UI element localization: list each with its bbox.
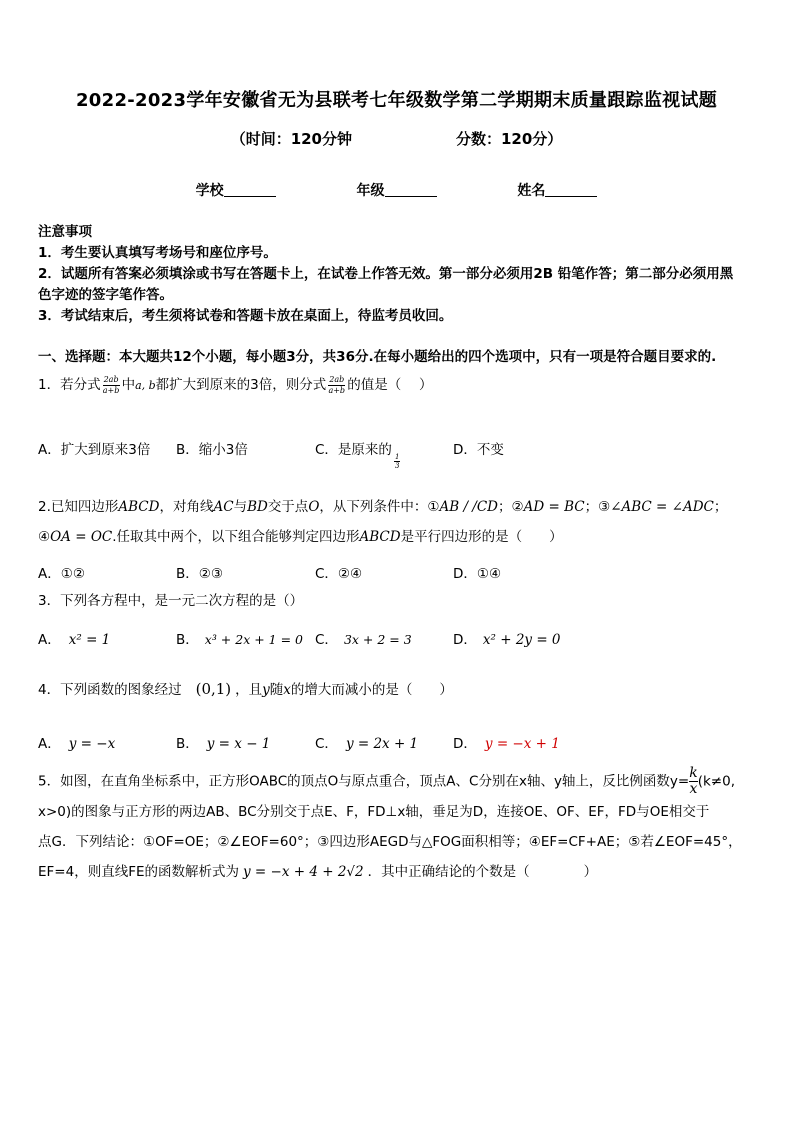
name-blank[interactable]: [545, 196, 597, 197]
note-item: 3．考试结束后，考生须将试卷和答题卡放在桌面上，待监考员收回。: [38, 308, 453, 324]
name-field[interactable]: 姓名: [517, 180, 597, 200]
question-2-stem: 2.已知四边形ABCD，对角线AC与BD交于点O，从下列条件中：①AB / /CD；②AD = BC；③∠ABC = ∠ADC； ④OA = OC.任取其中两个，以下组合能够判定四边形ABCD是平行四边形的是（ ）: [38, 499, 728, 545]
option-a[interactable]: A．①②: [38, 566, 85, 582]
option-d[interactable]: D． y = −x + 1: [453, 736, 560, 752]
fraction: $\frac{k}{x}$: [689, 765, 698, 797]
exam-time: （时间：120分钟: [230, 130, 352, 148]
option-d[interactable]: D． x² + 2y = 0: [453, 632, 561, 648]
option-c[interactable]: C． y = 2x + 1: [315, 736, 419, 752]
note-item: 2．试题所有答案必须填涂或书写在答题卡上，在试卷上作答无效。第一部分必须用2B 铅笔作答；第二部分必须用黑: [38, 266, 734, 282]
notes-heading: 注意事项: [38, 224, 92, 240]
option-b[interactable]: B． x³ + 2x + 1 = 0: [176, 632, 303, 648]
option-c[interactable]: C． 3x + 2 = 3: [315, 632, 412, 648]
note-item: 1．考生要认真填写考场号和座位序号。: [38, 245, 277, 261]
option-a[interactable]: A． x² = 1: [38, 632, 111, 648]
grade-field[interactable]: 年级: [357, 180, 437, 200]
exam-title: 2022-2023学年安徽省无为县联考七年级数学第二学期期末质量跟踪监视试题: [75, 90, 718, 111]
option-b[interactable]: B．②③: [176, 566, 223, 582]
option-c[interactable]: C．是原来的 $\frac{1}{3}$: [315, 442, 400, 470]
option-a[interactable]: A．扩大到原来3倍: [38, 442, 151, 458]
question-3-stem: 3．下列各方程中，是一元二次方程的是（）: [38, 593, 304, 609]
question-4-stem: 4．下列函数的图象经过 (0,1) ，且y随x的增大而减小的是（ ）: [38, 680, 453, 698]
section-heading: 一、选择题：本大题共12个小题，每小题3分，共36分.在每小题给出的四个选项中，只有一项是符合题目要求的.: [38, 349, 717, 365]
option-d[interactable]: D．①④: [453, 566, 502, 582]
option-c[interactable]: C．②④: [315, 566, 363, 582]
option-d[interactable]: D．不变: [453, 442, 504, 458]
fraction: $\frac{2ab}{a+b}$: [102, 374, 120, 395]
option-a[interactable]: A． y = −x: [38, 736, 116, 752]
notes-block: [38, 222, 758, 327]
grade-blank[interactable]: [385, 196, 437, 197]
note-item: 色字迹的签字笔作答。: [38, 287, 173, 303]
fraction: $\frac{1}{3}$: [394, 453, 400, 470]
option-b[interactable]: B． y = x − 1: [176, 736, 271, 752]
exam-subtitle: [0, 128, 793, 149]
school-field[interactable]: 学校: [196, 180, 276, 200]
question-5-stem: 5．如图，在直角坐标系中，正方形OABC的顶点O与原点重合，顶点A、C分别在x轴、y轴上，反比例函数y= $\frac{k}{x}(k\ne 0$, x>0)的图象与正方形的两边AB、BC分别交于点E、F，FD⊥x轴，垂足为D，连接OE、OF、EF，FD与OE相交于 点G．下列结论：①OF=OE；②∠EOF=60°；③四边形AEGD与△FOG面积相等；④EF=CF+AE；⑤若∠EOF=45°， EF=4，则直线FE的函数解析式为 y = −x + 4 + 2√2 ．其中正确结论的个数是（ ）: [38, 765, 742, 880]
student-info-fields: [0, 180, 793, 200]
school-blank[interactable]: [224, 196, 276, 197]
option-b[interactable]: B．缩小3倍: [176, 442, 248, 458]
question-1-stem: 1．若分式 $\frac{2ab}{a+b}$ 中a, b都扩大到原来的3倍，则分式 $\frac{2ab}{a+b}$ 的值是（ ）: [38, 374, 433, 395]
exam-score: 分数：120分）: [456, 130, 563, 148]
fraction: $\frac{2ab}{a+b}$: [328, 374, 346, 395]
